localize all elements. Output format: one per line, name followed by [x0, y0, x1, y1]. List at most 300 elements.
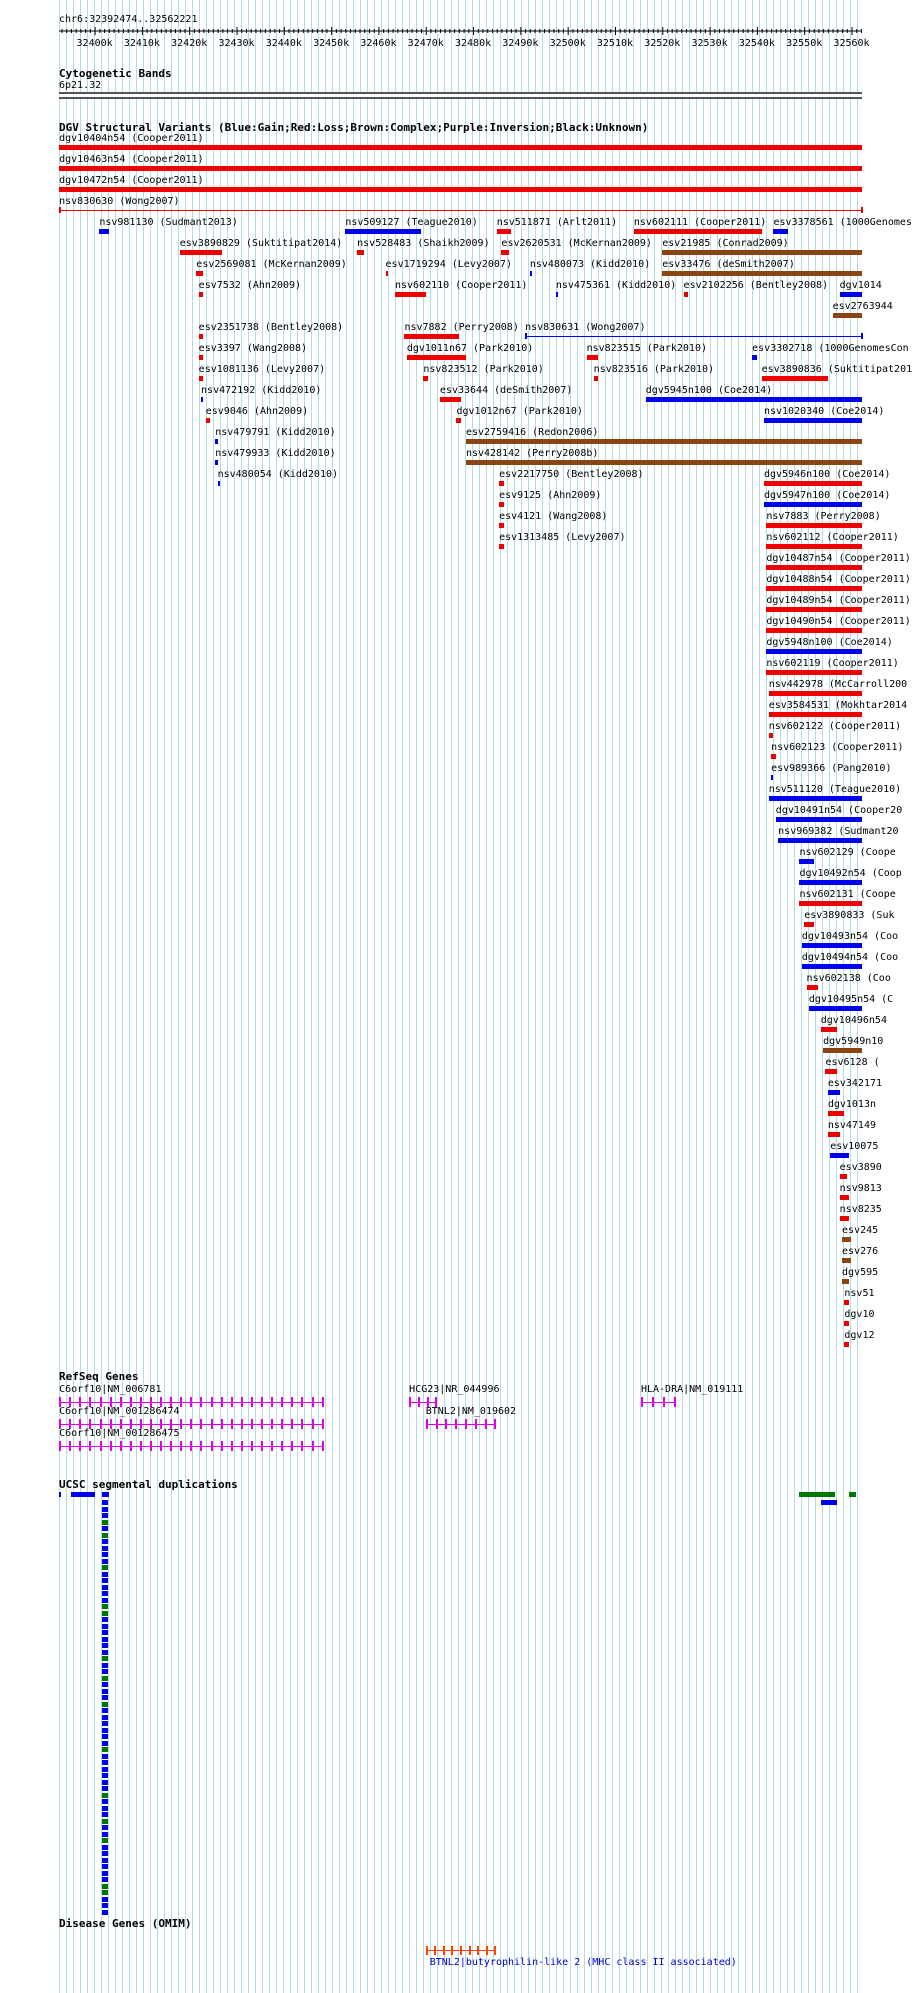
- omim-gene-exon[interactable]: [451, 1946, 453, 1955]
- sv-bar-end[interactable]: [525, 333, 527, 339]
- segdup-block[interactable]: [102, 1832, 108, 1837]
- sv-bar[interactable]: [771, 775, 773, 780]
- segdup-block[interactable]: [102, 1572, 108, 1577]
- gene-exon[interactable]: [261, 1419, 263, 1429]
- sv-bar[interactable]: [499, 544, 504, 549]
- sv-bar[interactable]: [844, 1321, 849, 1326]
- gene-exon[interactable]: [130, 1441, 132, 1451]
- sv-bar[interactable]: [844, 1342, 849, 1347]
- sv-bar[interactable]: [840, 1195, 849, 1200]
- gene-exon[interactable]: [221, 1419, 223, 1429]
- gene-exon[interactable]: [190, 1441, 192, 1451]
- sv-bar[interactable]: [766, 649, 862, 654]
- gene-exon[interactable]: [140, 1441, 142, 1451]
- sv-bar[interactable]: [201, 397, 203, 402]
- segdup-block[interactable]: [102, 1526, 108, 1531]
- gene-exon[interactable]: [281, 1419, 283, 1429]
- sv-bar[interactable]: [634, 229, 762, 234]
- gene-exon[interactable]: [200, 1397, 202, 1407]
- sv-bar[interactable]: [766, 670, 862, 675]
- sv-bar[interactable]: [769, 733, 774, 738]
- gene-exon[interactable]: [120, 1441, 122, 1451]
- sv-label: dgv10463n54 (Cooper2011): [59, 154, 204, 165]
- sv-bar[interactable]: [844, 1300, 849, 1305]
- sv-label: nsv9813: [839, 1183, 882, 1194]
- sv-label: dgv5945n100 (Coe2014): [645, 385, 773, 396]
- gene-exon[interactable]: [150, 1441, 152, 1451]
- segdup-block[interactable]: [102, 1539, 108, 1544]
- gene-exon[interactable]: [418, 1397, 420, 1407]
- sv-bar[interactable]: [501, 250, 508, 255]
- gene-exon[interactable]: [251, 1441, 253, 1451]
- gene-exon[interactable]: [221, 1441, 223, 1451]
- segdup-block[interactable]: [102, 1559, 108, 1564]
- sv-bar[interactable]: [196, 271, 203, 276]
- sv-bar[interactable]: [821, 1027, 838, 1032]
- gene-exon[interactable]: [200, 1441, 202, 1451]
- gene-exon[interactable]: [241, 1441, 243, 1451]
- cytogenetic-bands-title: Cytogenetic Bands: [59, 67, 172, 80]
- gene-exon[interactable]: [312, 1441, 314, 1451]
- sv-label: esv21985 (Conrad2009): [662, 238, 789, 249]
- sv-label: nsv442978 (McCarroll200: [768, 679, 908, 690]
- sv-bar[interactable]: [771, 754, 776, 759]
- sv-bar[interactable]: [587, 355, 599, 360]
- gene-exon[interactable]: [200, 1419, 202, 1429]
- sv-label: esv245: [842, 1225, 879, 1236]
- gene-exon[interactable]: [475, 1419, 477, 1429]
- sv-bar[interactable]: [199, 292, 204, 297]
- sv-bar[interactable]: [199, 355, 204, 360]
- segdup-bar[interactable]: [71, 1492, 95, 1497]
- segdup-block[interactable]: [102, 1500, 108, 1505]
- ruler-tick-label: 32500k: [549, 38, 586, 49]
- segdup-block[interactable]: [102, 1552, 108, 1557]
- gene-exon[interactable]: [445, 1419, 447, 1429]
- gene-exon[interactable]: [291, 1441, 293, 1451]
- sv-bar[interactable]: [764, 481, 862, 486]
- gene-exon[interactable]: [251, 1419, 253, 1429]
- sv-bar[interactable]: [525, 336, 862, 337]
- gene-exon[interactable]: [221, 1397, 223, 1407]
- sv-bar[interactable]: [215, 439, 217, 444]
- sv-label: nsv602110 (Cooper2011): [394, 280, 528, 291]
- omim-gene-exon[interactable]: [469, 1946, 471, 1955]
- segdup-block[interactable]: [102, 1806, 108, 1811]
- gene-exon[interactable]: [663, 1397, 665, 1407]
- segdup-block[interactable]: [102, 1721, 108, 1726]
- gene-exon[interactable]: [426, 1419, 428, 1429]
- gene-exon[interactable]: [301, 1419, 303, 1429]
- sv-bar[interactable]: [828, 1111, 845, 1116]
- gene-exon[interactable]: [231, 1397, 233, 1407]
- segdup-block[interactable]: [102, 1637, 108, 1642]
- gene-exon[interactable]: [281, 1397, 283, 1407]
- sv-bar[interactable]: [840, 1216, 849, 1221]
- gene-exon[interactable]: [652, 1397, 654, 1407]
- segdup-block[interactable]: [102, 1838, 108, 1843]
- segdup-block[interactable]: [102, 1650, 108, 1655]
- sv-bar-end[interactable]: [59, 207, 61, 213]
- sv-label: nsv479933 (Kidd2010): [215, 448, 336, 459]
- sv-bar[interactable]: [833, 313, 862, 318]
- gene-exon[interactable]: [485, 1419, 487, 1429]
- gene-exon[interactable]: [322, 1397, 324, 1407]
- sv-bar[interactable]: [766, 628, 862, 633]
- sv-label: esv2763944: [832, 301, 893, 312]
- sv-bar[interactable]: [828, 1132, 840, 1137]
- omim-gene-exon[interactable]: [494, 1946, 496, 1955]
- segdup-block[interactable]: [102, 1767, 108, 1772]
- sv-bar[interactable]: [769, 691, 862, 696]
- gene-exon[interactable]: [465, 1419, 467, 1429]
- segdup-block[interactable]: [102, 1760, 108, 1765]
- gene-exon[interactable]: [79, 1441, 81, 1451]
- sv-bar[interactable]: [395, 292, 426, 297]
- segdup-block[interactable]: [102, 1695, 108, 1700]
- sv-label: esv33644 (deSmith2007): [439, 385, 573, 396]
- segdup-block[interactable]: [102, 1578, 108, 1583]
- sv-bar[interactable]: [440, 397, 461, 402]
- segdup-bar[interactable]: [102, 1492, 109, 1497]
- segdup-block[interactable]: [102, 1845, 108, 1850]
- sv-bar[interactable]: [423, 376, 428, 381]
- sv-label: nsv51: [844, 1288, 875, 1299]
- sv-label: esv3302718 (1000GenomesCon: [752, 343, 909, 354]
- sv-bar[interactable]: [499, 481, 504, 486]
- sv-bar[interactable]: [594, 376, 599, 381]
- sv-label: nsv823516 (Park2010): [593, 364, 715, 375]
- gene-exon[interactable]: [89, 1441, 91, 1451]
- sv-bar[interactable]: [386, 271, 388, 276]
- sv-label: dgv10472n54 (Cooper2011): [59, 175, 204, 186]
- segdup-block[interactable]: [102, 1825, 108, 1830]
- sv-label: nsv480073 (Kidd2010): [529, 259, 651, 270]
- segdup-block[interactable]: [102, 1513, 108, 1518]
- sv-bar-end[interactable]: [861, 333, 863, 339]
- sv-bar[interactable]: [762, 376, 828, 381]
- segdup-block[interactable]: [102, 1871, 108, 1876]
- gene-exon[interactable]: [301, 1397, 303, 1407]
- omim-track-title: Disease Genes (OMIM): [59, 1917, 192, 1930]
- sv-label: nsv479791 (Kidd2010): [215, 427, 336, 438]
- sv-bar[interactable]: [799, 901, 861, 906]
- sv-bar[interactable]: [776, 817, 862, 822]
- gene-line[interactable]: [641, 1402, 674, 1403]
- segdup-block[interactable]: [102, 1747, 108, 1752]
- gene-exon[interactable]: [312, 1397, 314, 1407]
- gene-exon[interactable]: [211, 1419, 213, 1429]
- sv-bar[interactable]: [752, 355, 757, 360]
- sv-bar[interactable]: [456, 418, 461, 423]
- segdup-bar[interactable]: [59, 1492, 61, 1497]
- sv-bar[interactable]: [823, 1048, 862, 1053]
- omim-gene-exon[interactable]: [426, 1946, 428, 1955]
- sv-bar[interactable]: [842, 1279, 849, 1284]
- sv-bar[interactable]: [556, 292, 558, 297]
- sv-bar[interactable]: [766, 586, 862, 591]
- gene-exon[interactable]: [110, 1441, 112, 1451]
- ruler-tick-label: 32470k: [407, 38, 444, 49]
- sv-bar[interactable]: [799, 859, 813, 864]
- sv-bar[interactable]: [830, 1153, 849, 1158]
- omim-gene-exon[interactable]: [460, 1946, 462, 1955]
- segdup-block[interactable]: [102, 1799, 108, 1804]
- sv-bar[interactable]: [499, 502, 504, 507]
- gene-exon[interactable]: [291, 1397, 293, 1407]
- sv-label: esv10075: [830, 1141, 879, 1152]
- sv-bar[interactable]: [530, 271, 532, 276]
- sv-bar[interactable]: [842, 1237, 851, 1242]
- sv-label: esv33476 (deSmith2007): [662, 259, 795, 270]
- sv-bar[interactable]: [404, 334, 458, 339]
- sv-bar[interactable]: [466, 439, 862, 444]
- segdup-block[interactable]: [102, 1689, 108, 1694]
- segdup-block[interactable]: [102, 1734, 108, 1739]
- gene-exon[interactable]: [271, 1441, 273, 1451]
- sv-bar[interactable]: [684, 292, 689, 297]
- sv-label: nsv602122 (Cooper2011): [768, 721, 902, 732]
- sv-label: nsv602112 (Cooper2011): [766, 532, 899, 543]
- sv-label: nsv475361 (Kidd2010): [555, 280, 677, 291]
- sv-bar[interactable]: [199, 376, 204, 381]
- segdup-block[interactable]: [102, 1533, 108, 1538]
- sv-bar[interactable]: [199, 334, 204, 339]
- sv-label: esv2217750 (Bentley2008): [499, 469, 644, 480]
- gene-exon[interactable]: [170, 1441, 172, 1451]
- gene-exon[interactable]: [231, 1441, 233, 1451]
- sv-bar[interactable]: [773, 229, 787, 234]
- segdup-block[interactable]: [102, 1728, 108, 1733]
- ruler-tick-label: 32420k: [171, 38, 208, 49]
- gene-label: C6orf10|NM_001286475: [59, 1428, 180, 1439]
- sv-bar[interactable]: [662, 271, 862, 276]
- sv-bar[interactable]: [807, 985, 819, 990]
- sv-bar[interactable]: [766, 544, 862, 549]
- sv-bar[interactable]: [769, 796, 862, 801]
- sv-bar[interactable]: [499, 523, 504, 528]
- segdup-block[interactable]: [102, 1676, 108, 1681]
- sv-bar[interactable]: [59, 166, 862, 171]
- sv-bar[interactable]: [59, 210, 862, 211]
- sv-bar[interactable]: [802, 964, 862, 969]
- gene-exon[interactable]: [180, 1441, 182, 1451]
- segdup-block[interactable]: [102, 1819, 108, 1824]
- gene-exon[interactable]: [436, 1419, 438, 1429]
- segdup-block[interactable]: [102, 1663, 108, 1668]
- sv-bar[interactable]: [180, 250, 223, 255]
- sv-label: dgv12: [844, 1330, 875, 1341]
- gene-exon[interactable]: [261, 1397, 263, 1407]
- gene-exon[interactable]: [190, 1397, 192, 1407]
- gene-exon[interactable]: [271, 1419, 273, 1429]
- gene-label: C6orf10|NM_001286474: [59, 1406, 180, 1417]
- gene-exon[interactable]: [494, 1419, 496, 1429]
- segdup-block[interactable]: [102, 1903, 108, 1908]
- gene-exon[interactable]: [641, 1397, 643, 1407]
- segdup-bar[interactable]: [799, 1492, 834, 1497]
- segdup-block[interactable]: [102, 1793, 108, 1798]
- segdup-block[interactable]: [102, 1682, 108, 1687]
- sv-bar[interactable]: [497, 229, 511, 234]
- sv-label: nsv830631 (Wong2007): [525, 322, 646, 333]
- omim-gene-exon[interactable]: [434, 1946, 436, 1955]
- segdup-block[interactable]: [102, 1812, 108, 1817]
- ruler-tick-label: 32410k: [123, 38, 160, 49]
- gene-exon[interactable]: [409, 1397, 411, 1407]
- omim-gene-exon[interactable]: [443, 1946, 445, 1955]
- sv-bar-end[interactable]: [861, 207, 863, 213]
- segdup-block[interactable]: [102, 1715, 108, 1720]
- segdup-bar[interactable]: [849, 1492, 856, 1497]
- sv-label: esv3584531 (Mokhtar2014: [768, 700, 908, 711]
- segdup-block[interactable]: [102, 1780, 108, 1785]
- segdup-block[interactable]: [102, 1624, 108, 1629]
- sv-label: dgv10490n54 (Cooper2011): [766, 616, 911, 627]
- sv-bar[interactable]: [218, 481, 220, 486]
- segdup-block[interactable]: [102, 1741, 108, 1746]
- sv-bar[interactable]: [345, 229, 421, 234]
- gene-exon[interactable]: [190, 1419, 192, 1429]
- sv-bar[interactable]: [466, 460, 862, 465]
- segdup-block[interactable]: [102, 1630, 108, 1635]
- gene-exon[interactable]: [455, 1419, 457, 1429]
- gene-exon[interactable]: [100, 1441, 102, 1451]
- segdup-block[interactable]: [102, 1708, 108, 1713]
- segdup-block[interactable]: [102, 1669, 108, 1674]
- sv-bar[interactable]: [766, 523, 862, 528]
- sv-bar[interactable]: [407, 355, 466, 360]
- sv-bar[interactable]: [646, 397, 862, 402]
- gene-exon[interactable]: [180, 1419, 182, 1429]
- sv-label: esv9046 (Ahn2009): [205, 406, 309, 417]
- sv-label: nsv823512 (Park2010): [423, 364, 544, 375]
- gene-exon[interactable]: [301, 1441, 303, 1451]
- segdup-block[interactable]: [102, 1604, 108, 1609]
- segdup-block[interactable]: [102, 1851, 108, 1856]
- gene-exon[interactable]: [291, 1419, 293, 1429]
- segdup-block[interactable]: [102, 1617, 108, 1622]
- sv-label: dgv10493n54 (Coo: [801, 931, 899, 942]
- sv-bar[interactable]: [809, 1006, 862, 1011]
- sv-bar[interactable]: [357, 250, 364, 255]
- ruler-tick-label: 32530k: [691, 38, 728, 49]
- sv-label: nsv830630 (Wong2007): [59, 196, 180, 207]
- segdup-bar[interactable]: [821, 1500, 838, 1505]
- gene-exon[interactable]: [59, 1441, 61, 1451]
- sv-bar[interactable]: [802, 943, 862, 948]
- sv-bar[interactable]: [828, 1090, 840, 1095]
- sv-label: dgv1014: [839, 280, 882, 291]
- ruler-tick-label: 32480k: [454, 38, 492, 49]
- sv-label: dgv5947n100 (Coe2014): [763, 490, 891, 501]
- sv-bar[interactable]: [769, 712, 862, 717]
- sv-bar[interactable]: [215, 460, 217, 465]
- segdup-block[interactable]: [102, 1565, 108, 1570]
- segdup-block[interactable]: [102, 1877, 108, 1882]
- gene-exon[interactable]: [322, 1419, 324, 1429]
- sv-bar[interactable]: [764, 502, 862, 507]
- sv-bar[interactable]: [766, 565, 862, 570]
- segdup-block[interactable]: [102, 1598, 108, 1603]
- sv-bar[interactable]: [825, 1069, 837, 1074]
- segdup-block[interactable]: [102, 1611, 108, 1616]
- ruler-tick-label: 32540k: [738, 38, 775, 49]
- omim-gene-exon[interactable]: [486, 1946, 488, 1955]
- sv-label: nsv47149: [827, 1120, 876, 1131]
- segdup-block[interactable]: [102, 1786, 108, 1791]
- sv-label: esv2351738 (Bentley2008): [198, 322, 344, 333]
- gene-exon[interactable]: [180, 1397, 182, 1407]
- gene-exon[interactable]: [160, 1441, 162, 1451]
- segdup-block[interactable]: [102, 1754, 108, 1759]
- sv-bar[interactable]: [778, 838, 862, 843]
- gene-exon[interactable]: [251, 1397, 253, 1407]
- segdup-block[interactable]: [102, 1591, 108, 1596]
- gene-exon[interactable]: [281, 1441, 283, 1451]
- segdup-block[interactable]: [102, 1656, 108, 1661]
- sv-bar[interactable]: [99, 229, 108, 234]
- segdup-block[interactable]: [102, 1897, 108, 1902]
- sv-bar[interactable]: [764, 418, 862, 423]
- sv-bar[interactable]: [59, 145, 862, 150]
- segdup-block[interactable]: [102, 1702, 108, 1707]
- sv-bar[interactable]: [799, 880, 861, 885]
- gene-line[interactable]: [409, 1402, 435, 1403]
- sv-bar[interactable]: [662, 250, 862, 255]
- gene-exon[interactable]: [261, 1441, 263, 1451]
- segdup-block[interactable]: [102, 1910, 108, 1915]
- sv-bar[interactable]: [206, 418, 211, 423]
- segdup-block[interactable]: [102, 1890, 108, 1895]
- gene-exon[interactable]: [322, 1441, 324, 1451]
- gene-label: C6orf10|NM_006781: [59, 1384, 162, 1395]
- cytogenetic-band-label: 6p21.32: [59, 80, 102, 91]
- sv-label: dgv10: [844, 1309, 875, 1320]
- sv-bar[interactable]: [766, 607, 862, 612]
- sv-label: dgv10404n54 (Cooper2011): [59, 133, 204, 144]
- segdup-block[interactable]: [102, 1520, 108, 1525]
- gene-exon[interactable]: [231, 1419, 233, 1429]
- gene-exon[interactable]: [241, 1397, 243, 1407]
- segdup-block[interactable]: [102, 1546, 108, 1551]
- sv-label: esv3890833 (Suk: [804, 910, 895, 921]
- sv-bar[interactable]: [840, 1174, 847, 1179]
- sv-bar[interactable]: [840, 292, 862, 297]
- segdup-block[interactable]: [102, 1643, 108, 1648]
- gene-exon[interactable]: [69, 1441, 71, 1451]
- gene-exon[interactable]: [312, 1419, 314, 1429]
- segdup-block[interactable]: [102, 1773, 108, 1778]
- gene-exon[interactable]: [674, 1397, 676, 1407]
- gene-exon[interactable]: [271, 1397, 273, 1407]
- sv-bar[interactable]: [842, 1258, 851, 1263]
- sv-label: nsv602119 (Cooper2011): [766, 658, 899, 669]
- omim-gene-exon[interactable]: [477, 1946, 479, 1955]
- sv-label: nsv602123 (Cooper2011): [771, 742, 904, 753]
- gene-exon[interactable]: [211, 1397, 213, 1407]
- segdup-block[interactable]: [102, 1507, 108, 1512]
- sv-label: esv276: [842, 1246, 879, 1257]
- sv-bar[interactable]: [59, 187, 862, 192]
- sv-bar[interactable]: [804, 922, 813, 927]
- gene-exon[interactable]: [211, 1441, 213, 1451]
- segdup-block[interactable]: [102, 1585, 108, 1590]
- gene-exon[interactable]: [241, 1419, 243, 1429]
- segdup-block[interactable]: [102, 1864, 108, 1869]
- segdup-block[interactable]: [102, 1858, 108, 1863]
- segdup-block[interactable]: [102, 1884, 108, 1889]
